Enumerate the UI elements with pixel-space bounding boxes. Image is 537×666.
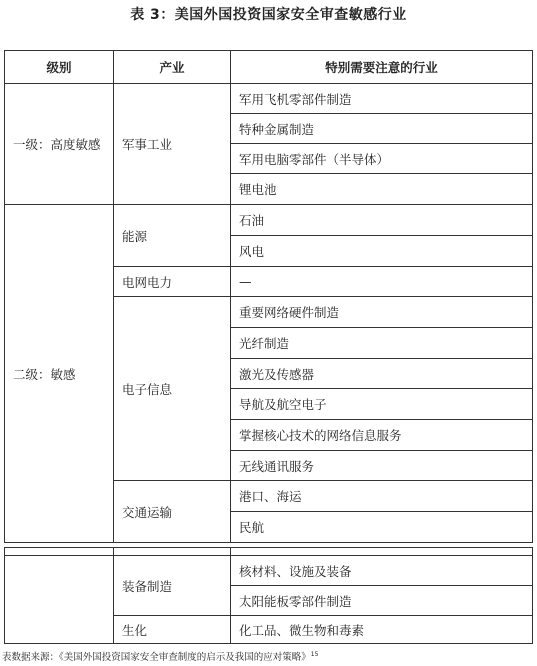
item-cell: 化工品、微生物和毒素: [231, 616, 533, 644]
item-cell: 无线通讯服务: [231, 451, 533, 481]
sensitive-industries-table: [4, 50, 533, 543]
header-focus: 特别需要注意的行业: [231, 51, 533, 84]
table-row: [5, 84, 533, 114]
table-header-row: [5, 51, 533, 84]
sensitive-industries-table-continued: [4, 547, 533, 644]
table-row: [5, 205, 533, 236]
item-cell: 港口、海运: [231, 481, 533, 512]
item-cell: 石油: [231, 205, 533, 236]
header-level: 级别: [5, 51, 114, 84]
industry-cell: 能源: [114, 205, 231, 267]
level-cell: [5, 556, 114, 644]
industry-cell: 交通运输: [114, 481, 231, 543]
industry-cell: 电子信息: [114, 297, 231, 481]
item-cell: 太阳能板零部件制造: [231, 586, 533, 616]
item-cell: 军用电脑零部件（半导体）: [231, 144, 533, 174]
item-cell: 风电: [231, 236, 533, 267]
item-cell: 特种金属制造: [231, 114, 533, 144]
source-note: 表数据来源：《美国外国投资国家安全审查制度的启示及我国的应对策略》$^{15}$: [2, 650, 319, 663]
industry-cell: 装备制造: [114, 556, 231, 616]
item-cell: 核材料、设施及装备: [231, 556, 533, 586]
table-row: [5, 556, 533, 586]
industry-cell: 生化: [114, 616, 231, 644]
level-cell: 二级：敏感: [5, 205, 114, 543]
item-cell: 导航及航空电子: [231, 389, 533, 420]
item-cell: 重要网络硬件制造: [231, 297, 533, 328]
industry-cell: 军事工业: [114, 84, 231, 205]
item-cell: 锂电池: [231, 174, 533, 205]
item-cell: —: [231, 267, 533, 297]
industry-cell: 电网电力: [114, 267, 231, 297]
item-cell: 军用飞机零部件制造: [231, 84, 533, 114]
table-title: 表 3：美国外国投资国家安全审查敏感行业: [130, 7, 407, 23]
item-cell: 掌握核心技术的网络信息服务: [231, 420, 533, 451]
item-cell: 光纤制造: [231, 328, 533, 359]
table-row: [5, 548, 533, 556]
item-cell: 激光及传感器: [231, 359, 533, 389]
footnote-ref: 15: [310, 650, 319, 658]
level-cell: 一级：高度敏感: [5, 84, 114, 205]
item-cell: 民航: [231, 512, 533, 543]
header-industry: 产业: [114, 51, 231, 84]
